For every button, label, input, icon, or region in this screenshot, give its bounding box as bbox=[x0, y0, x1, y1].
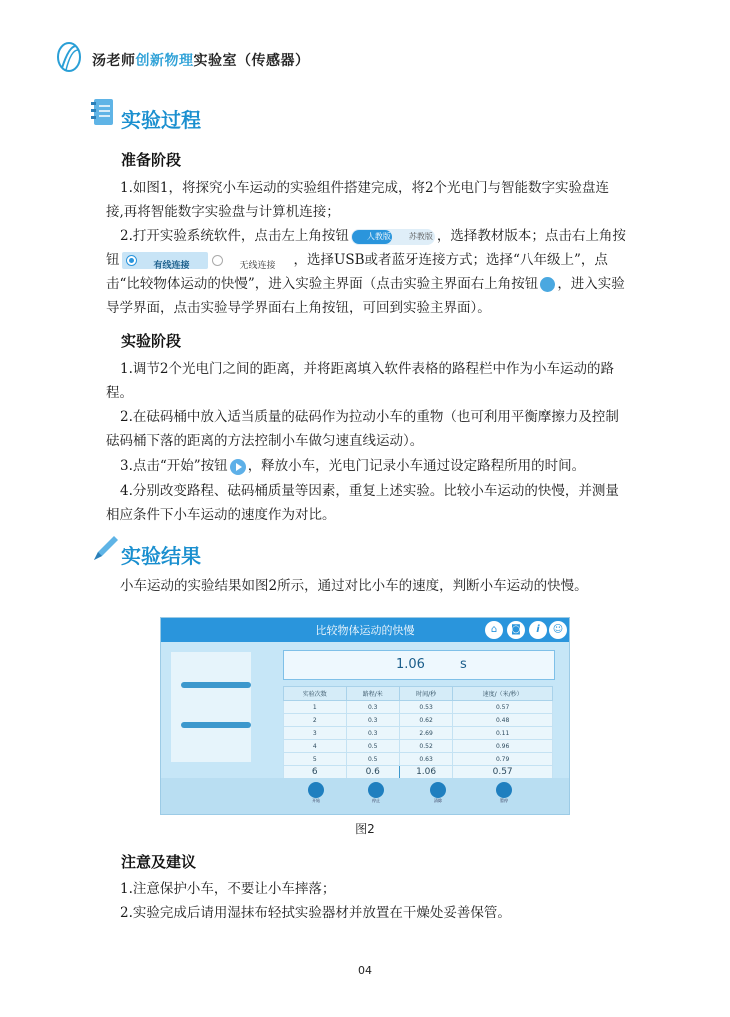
table-row: 4 0.5 0.52 0.96 bbox=[284, 740, 553, 753]
header-title: 汤老师创新物理实验室（传感器） bbox=[92, 53, 310, 69]
connection-toggle[interactable] bbox=[122, 252, 292, 269]
conn-wireless-option[interactable]: 无线连接 bbox=[208, 252, 292, 269]
info-icon[interactable]: i bbox=[540, 277, 555, 292]
col-header: 路程/米 bbox=[346, 687, 399, 701]
clear-icon bbox=[430, 782, 446, 798]
control-bar bbox=[161, 778, 569, 814]
figure-caption: 图2 bbox=[355, 822, 375, 836]
version-btn-renjiao[interactable]: 人教版 bbox=[352, 230, 392, 244]
pencil-icon bbox=[90, 534, 120, 564]
prep-step-2: 2.打开实验系统软件，点击左上角按钮 人教版 苏教版 ，选择教材版本；点击右上角按钮 有线连接 无线连接 ，选择USB或者蓝牙连接方式；选择“八年级上”，点击“比较物体运动的快慢”，进入实验主界面（点击实验主界面右上角按钮 i，进入实验导学界面，点击实验导学界面右上角按钮，可回到实验主界面）。 bbox=[106, 228, 626, 316]
col-header: 速度/（米/秒） bbox=[453, 687, 553, 701]
app-title: 比较物体运动的快慢 bbox=[315, 624, 415, 637]
page-number: 04 bbox=[358, 964, 372, 977]
table-row: 5 0.5 0.63 0.79 bbox=[284, 753, 553, 766]
sensor-slot-2[interactable] bbox=[181, 722, 251, 728]
subheading-prep: 准备阶段 bbox=[121, 151, 182, 169]
note-1: 1.注意保护小车，不要让小车摔落； bbox=[120, 881, 336, 897]
stop-icon bbox=[368, 782, 384, 798]
table-row: 2 0.3 0.62 0.48 bbox=[284, 714, 553, 727]
table-row: 6 0.6 1.06 0.57 bbox=[284, 766, 553, 779]
time-display: 1.06 s bbox=[283, 650, 555, 680]
section-title-result: 实验结果 bbox=[121, 544, 201, 568]
conn-wired-option[interactable]: 有线连接 bbox=[122, 252, 208, 269]
clear-button[interactable]: 清除 bbox=[427, 782, 449, 804]
section-title-process: 实验过程 bbox=[121, 108, 201, 132]
user-icon[interactable]: ☺ bbox=[549, 621, 567, 639]
col-header: 实验次数 bbox=[284, 687, 347, 701]
play-icon[interactable] bbox=[230, 459, 246, 475]
result-intro: 小车运动的实验结果如图2所示，通过对比小车的速度，判断小车运动的快慢。 bbox=[120, 578, 588, 594]
pause-button[interactable]: 暂停 bbox=[493, 782, 515, 804]
notebook-icon bbox=[90, 97, 116, 127]
home-icon[interactable]: ⌂ bbox=[485, 621, 503, 639]
software-screenshot bbox=[160, 617, 570, 815]
brand-logo bbox=[56, 40, 82, 74]
radio-selected-icon bbox=[126, 255, 137, 266]
start-button[interactable]: 开始 bbox=[305, 782, 327, 804]
data-table bbox=[283, 686, 553, 779]
table-row: 3 0.3 2.69 0.11 bbox=[284, 727, 553, 740]
subheading-experiment: 实验阶段 bbox=[121, 332, 182, 350]
exp-step-3: 3.点击“开始”按钮 ，释放小车，光电门记录小车通过设定路程所用的时间。 bbox=[120, 458, 586, 474]
col-header: 时间/秒 bbox=[399, 687, 452, 701]
exp-step-1: 1.调节2个光电门之间的距离，并将距离填入软件表格的路程栏中作为小车运动的路程。 bbox=[106, 361, 614, 401]
version-btn-sujiao[interactable]: 苏教版 bbox=[408, 231, 433, 241]
radio-unselected-icon bbox=[212, 255, 223, 266]
table-row: 1 0.3 0.53 0.57 bbox=[284, 701, 553, 714]
exp-step-4: 4.分别改变路程、砝码桶质量等因素，重复上述实验。比较小车运动的快慢，并测量相应条件下小车运动的速度作为对比。 bbox=[106, 483, 619, 523]
sensor-slot-1[interactable] bbox=[181, 682, 251, 688]
start-icon bbox=[308, 782, 324, 798]
note-2: 2.实验完成后请用湿抹布轻拭实验器材并放置在干燥处妥善保管。 bbox=[120, 905, 511, 921]
exp-step-2: 2.在砝码桶中放入适当质量的砝码作为拉动小车的重物（也可利用平衡摩擦力及控制砝码桶下落的距离的方法控制小车做匀速直线运动）。 bbox=[106, 409, 619, 449]
info-icon[interactable]: i bbox=[529, 621, 547, 639]
prep-step-1: 1.如图1，将探究小车运动的实验组件搭建完成，将2个光电门与智能数字实验盘连接,再将智能数字实验盘与计算机连接； bbox=[106, 180, 610, 220]
subheading-notes: 注意及建议 bbox=[121, 853, 197, 871]
sensor-panel bbox=[171, 652, 251, 762]
pause-icon bbox=[496, 782, 512, 798]
stop-button[interactable]: 停止 bbox=[365, 782, 387, 804]
version-toggle[interactable] bbox=[351, 229, 435, 245]
camera-icon[interactable]: ◙ bbox=[507, 621, 525, 639]
